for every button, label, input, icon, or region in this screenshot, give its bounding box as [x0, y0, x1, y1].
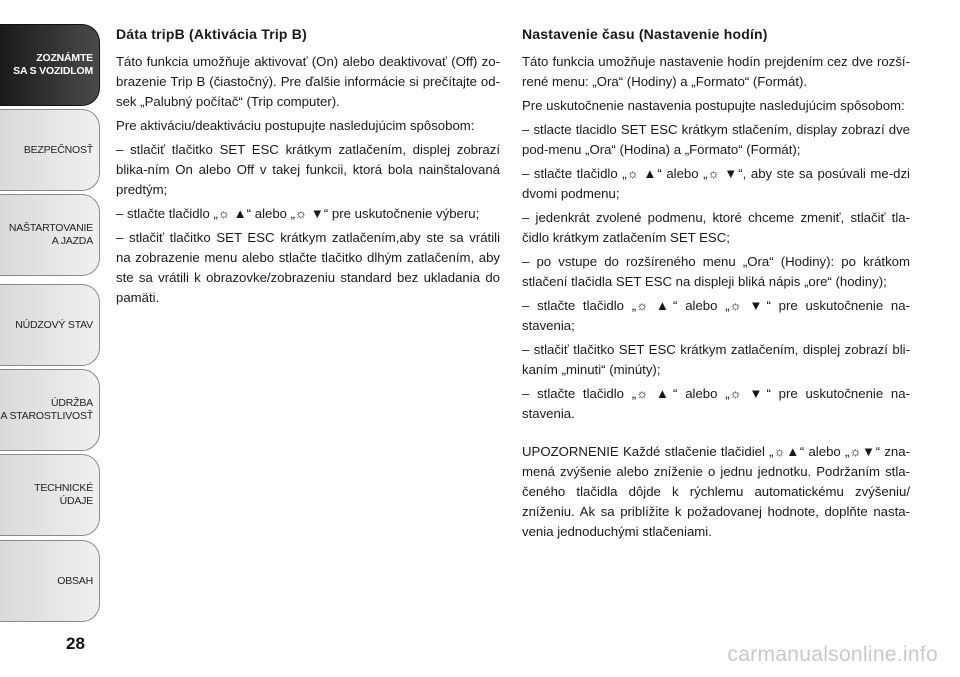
paragraph: – stlacte tlacidlo SET ESC krátkym stlačením, display zobrazí dve pod-menu „Ora“ (Hodina) a „Formato“ (Formát);: [522, 122, 910, 157]
watermark: carmanualsonline.info: [727, 643, 938, 666]
paragraph: – stlačiť tlačitko SET ESC krátkym zatlačením, displej zobrazí blika-ním On alebo Off v takej funkcii, ktorá bola nainštalovaná predtým;: [116, 142, 500, 197]
paragraph: Pre uskutočnenie nastavenia postupujte nasledujúcim spôsobom:: [522, 98, 905, 113]
tab-label: OBSAH: [57, 574, 93, 587]
paragraph: Pre aktiváciu/deaktiváciu postupujte nasledujúcim spôsobom:: [116, 118, 475, 133]
tab-label: ÚDRŽBA A STAROSTLIVOSŤ: [0, 397, 93, 422]
tab-bezpecnost[interactable]: [0, 109, 100, 191]
paragraph: – stlačte tlačidlo „☼ ▲“ alebo „☼ ▼“ pre uskutočnenie výberu;: [116, 206, 480, 221]
tab-label: BEZPEČNOSŤ: [23, 143, 93, 156]
paragraph: Táto funkcia umožňuje aktivovať (On) alebo deaktivovať (Off) zo-brazenie Trip B (čiastočný). Pre ďalšie informácie si prečítajte od-sek „Palubný počítač“ (Trip computer).: [116, 54, 500, 109]
left-column: [116, 24, 500, 312]
paragraph: – stlačte tlačidlo „☼ ▲“ alebo „☼ ▼“ pre uskutočnenie na-stavenia.: [522, 386, 910, 421]
section-heading: Nastavenie času (Nastavenie hodín): [522, 26, 768, 42]
paragraph: – jedenkrát zvolené podmenu, ktoré chceme zmeniť, stlačiť tla-čidlo krátkym zatlačením SET ESC;: [522, 210, 910, 245]
tab-technicke-udaje[interactable]: [0, 454, 100, 536]
paragraph: Táto funkcia umožňuje nastavenie hodín prejdením cez dve rozší-rené menu: „Ora“ (Hodiny) a „Formato“ (Formát).: [522, 54, 910, 89]
tab-obsah[interactable]: [0, 540, 100, 622]
tab-zoznamte-sa[interactable]: [0, 24, 100, 106]
warning-note: UPOZORNENIE Každé stlačenie tlačidiel „☼▲“ alebo „☼▼“ zna-mená zvýšenie alebo zníženie o jednu jednotku. Podržaním stla-čeného tlačidla dôjde k rýchlemu automatickému zvýšeniu/ zníženiu. Ak sa priblížite k požadovanej hodnote, doplňte nasta-venia jednoduchými stlačeniami.: [522, 444, 910, 539]
paragraph: – stlačte tlačidlo „☼ ▲“ alebo „☼ ▼“ pre uskutočnenie na-stavenia;: [522, 298, 910, 333]
right-column: [522, 24, 910, 546]
paragraph: – stlačiť tlačitko SET ESC krátkym zatlačením, displej zobrazí bli-kaním „minuti“ (minúty);: [522, 342, 910, 377]
tab-label: ZOZNÁMTE SA S VOZIDLOM: [13, 52, 93, 77]
chapter-sidebar: [0, 0, 104, 640]
tab-nudzovy-stav[interactable]: [0, 284, 100, 366]
section-heading: Dáta tripB (Aktivácia Trip B): [116, 26, 307, 42]
tab-label: TECHNICKÉ ÚDAJE: [34, 482, 93, 507]
tab-label: NÚDZOVÝ STAV: [15, 318, 93, 331]
paragraph: – stlačte tlačidlo „☼ ▲“ alebo „☼ ▼“, aby ste sa posúvali me-dzi dvomi podmenu;: [522, 166, 910, 201]
paragraph: – po vstupe do rozšíreného menu „Ora“ (Hodiny): po krátkom stlačení tlačidla SET ESC na displeji bliká nápis „ore“ (hodiny);: [522, 254, 910, 289]
tab-udrzba[interactable]: [0, 369, 100, 451]
page-number: 28: [66, 634, 85, 653]
tab-nastartovanie[interactable]: [0, 194, 100, 276]
tab-label: NAŠTARTOVANIE A JAZDA: [8, 222, 93, 247]
paragraph: – stlačiť tlačitko SET ESC krátkym zatlačením,aby ste sa vrátili na zobrazenie menu alebo stlačte tlačitko dlhým zatlačením, aby ste sa vrátili k obrazovke/zobrazeniu standard bez ukladania do pamäti.: [116, 230, 500, 305]
